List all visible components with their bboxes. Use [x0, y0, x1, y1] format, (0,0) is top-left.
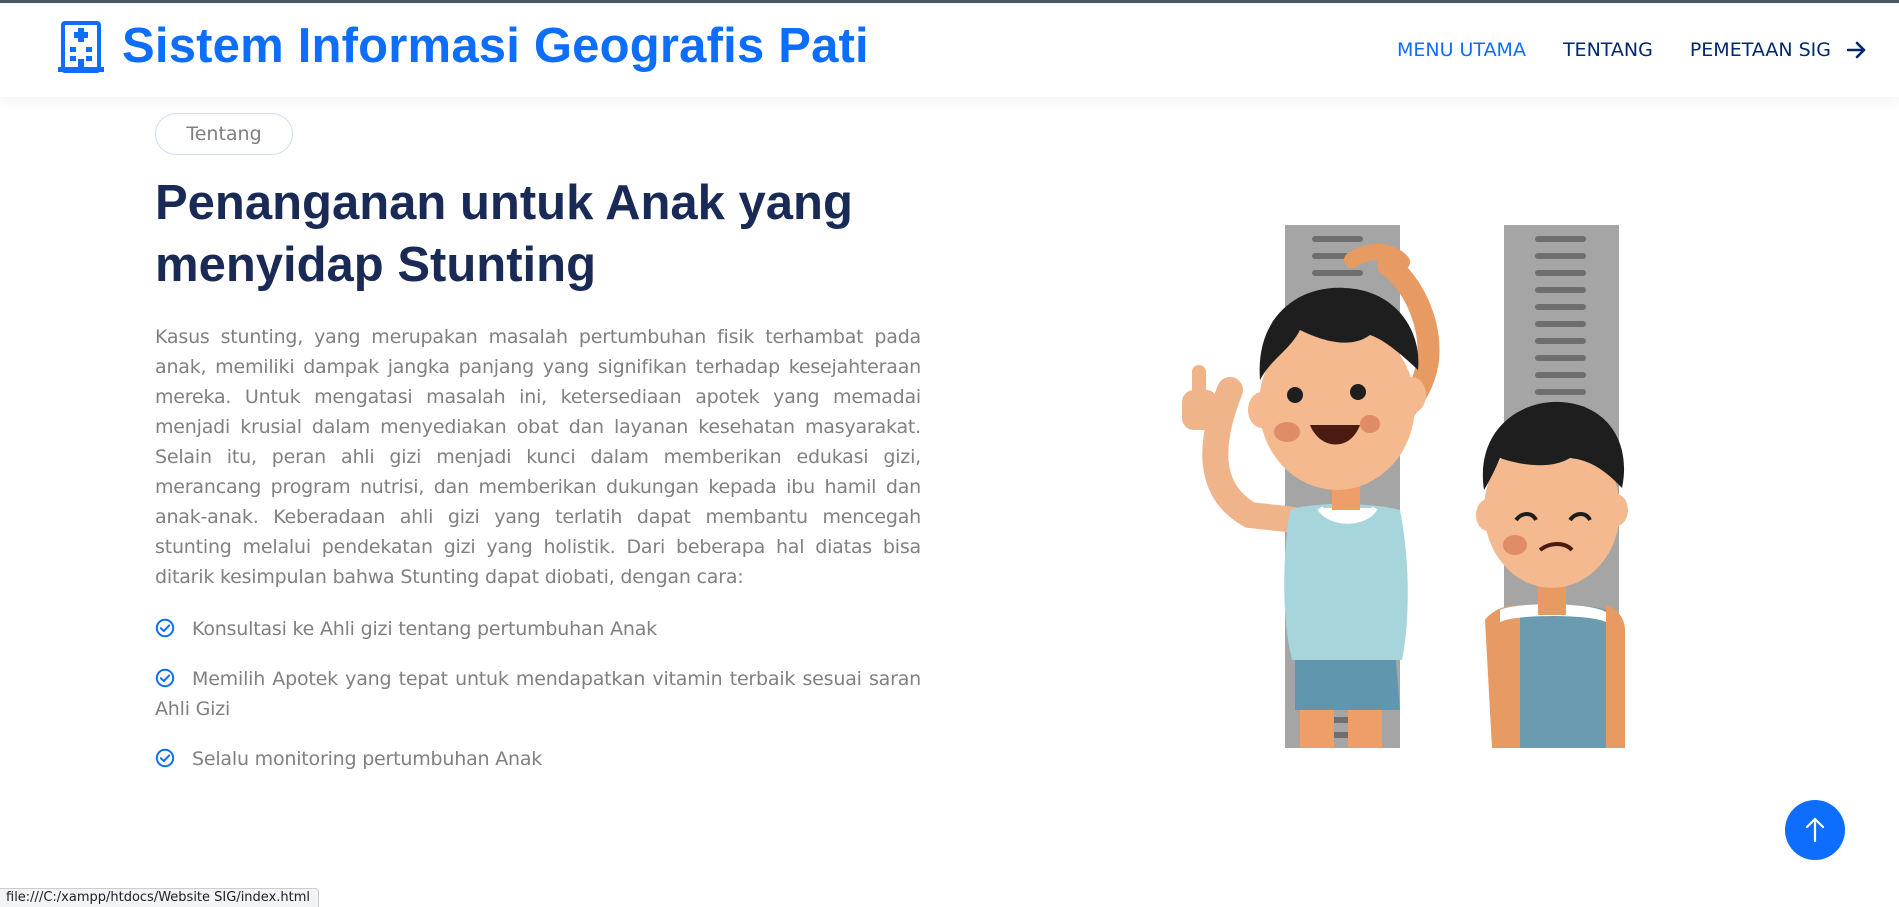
list-item	[155, 614, 921, 644]
arrow-right-icon	[1847, 41, 1867, 59]
list-item	[155, 744, 921, 774]
list-item-text: Memilih Apotek yang tepat untuk mendapatkan vitamin terbaik sesuai saran Ahli Gizi	[155, 668, 921, 720]
section-title: Penanganan untuk Anak yang menyidap Stunting	[155, 176, 853, 292]
list-item-text: Konsultasi ke Ahli gizi tentang pertumbuhan Anak	[192, 618, 657, 640]
nav-pemetaan-sig-label: PEMETAAN SIG	[1689, 39, 1831, 61]
section-paragraph: Kasus stunting, yang merupakan masalah pertumbuhan fisik terhambat pada anak, memiliki dampak jangka panjang yang signifikan terhadap kesejahteraan mereka. Untuk mengatasi masalah ini, ketersediaan apotek yang memadai menjadi krusial dalam menyediakan obat dan layanan kesehatan masyarakat. Selain itu, peran ahli gizi menjadi kunci dalam memberikan edukasi gizi, merancang program nutrisi, dan memberikan dukungan kepada ibu hamil dan anak-anak. Keberadaan ahli gizi yang terlatih dapat membantu mencegah stunting melalui pendekatan gizi yang holistik. Dari beberapa hal diatas bisa ditarik kesimpulan bahwa Stunting dapat diobati, dengan cara:	[155, 326, 921, 588]
treatment-list	[155, 614, 921, 794]
navbar	[0, 3, 1899, 97]
browser-status-url: file:///C:/xampp/htdocs/Website SIG/index.html	[0, 888, 319, 907]
section-badge: Tentang	[155, 113, 293, 155]
arrow-up-icon	[1805, 817, 1825, 843]
main-nav	[1360, 37, 1867, 63]
nav-tentang[interactable]	[1563, 37, 1653, 63]
back-to-top-button[interactable]	[1785, 800, 1845, 860]
list-item-text: Selalu monitoring pertumbuhan Anak	[192, 748, 543, 770]
check-circle-icon	[155, 748, 175, 768]
check-circle-icon	[155, 618, 175, 638]
check-circle-icon	[155, 668, 175, 688]
children-height-measurement-illustration	[1170, 220, 1650, 750]
nav-menu-utama-label: MENU UTAMA	[1396, 39, 1526, 61]
brand-logo[interactable]	[58, 19, 869, 73]
brand-title: Sistem Informasi Geografis Pati	[122, 19, 869, 73]
nav-pemetaan-sig[interactable]	[1690, 37, 1867, 63]
nav-tentang-label: TENTANG	[1562, 39, 1653, 61]
list-item	[155, 664, 921, 724]
nav-menu-utama[interactable]	[1397, 37, 1526, 63]
building-hospital-icon	[58, 19, 104, 73]
